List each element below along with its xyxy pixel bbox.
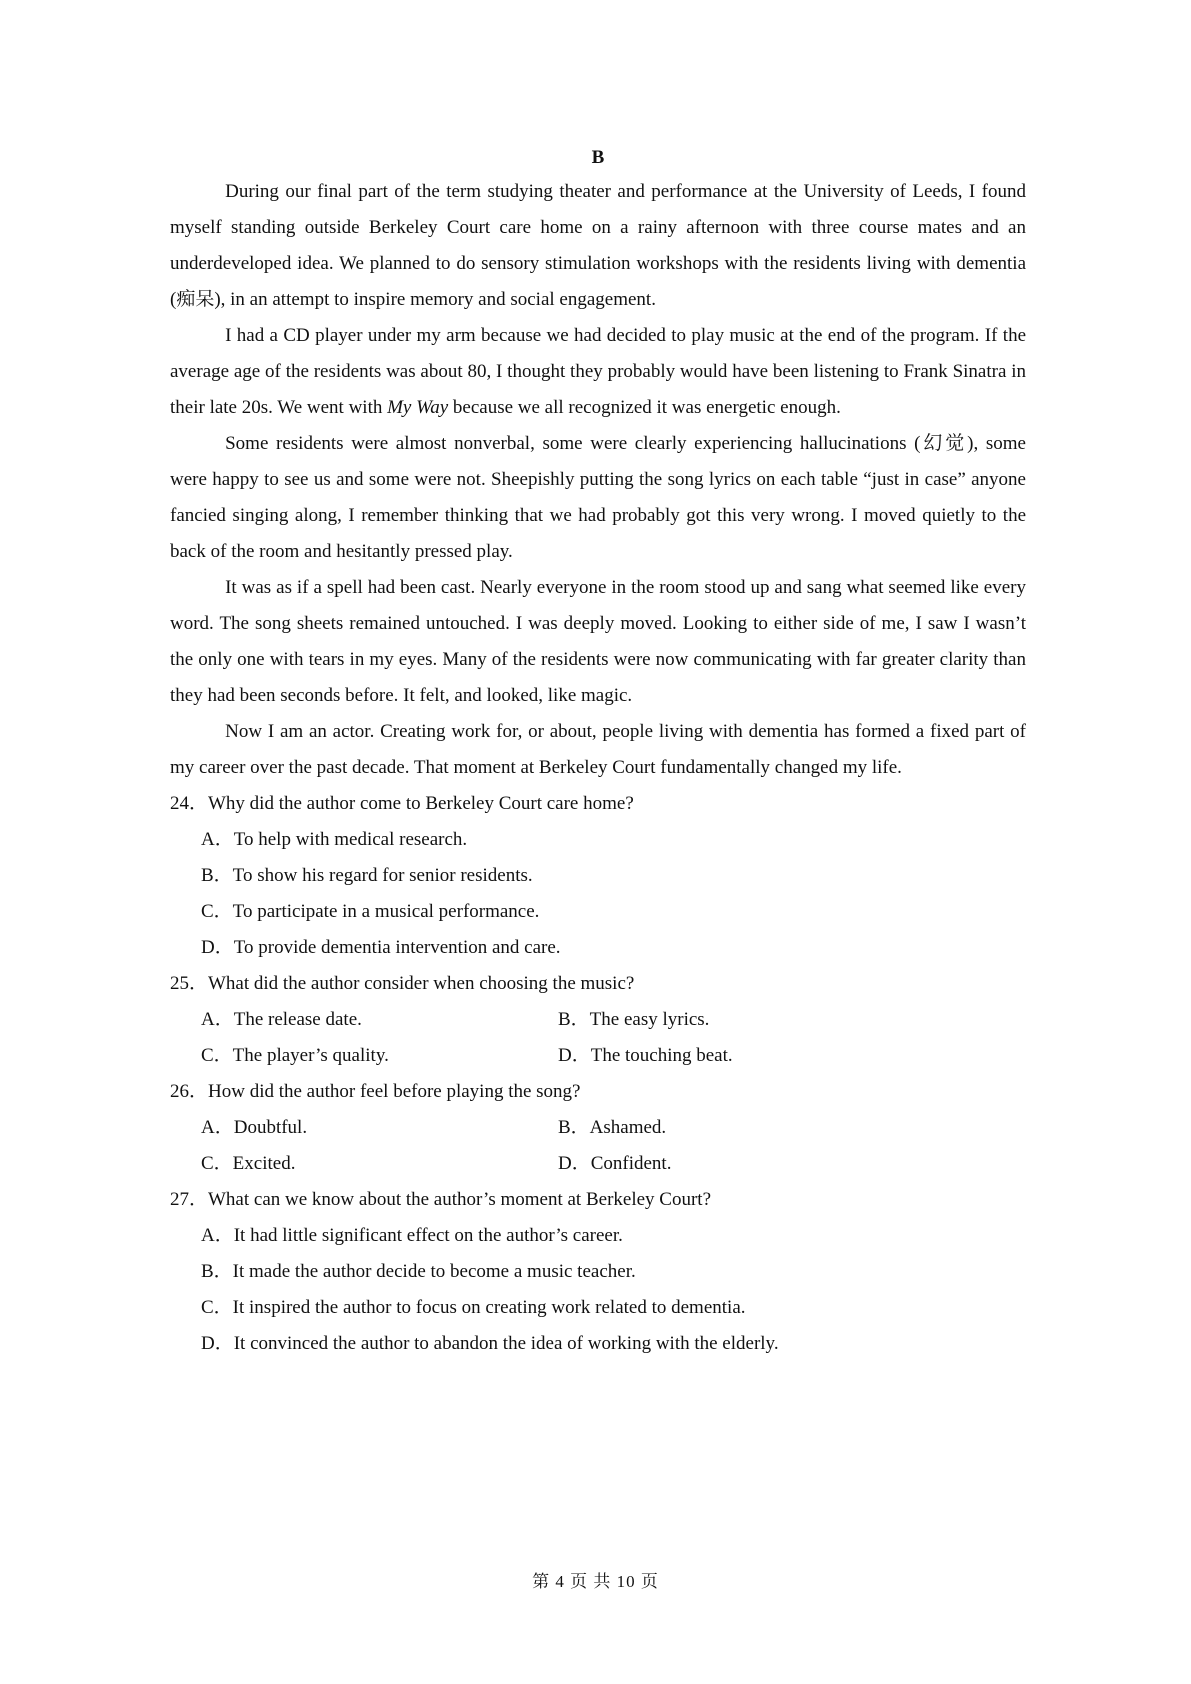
page-content (170, 144, 1026, 1362)
question-25-options-row-1 (170, 1002, 1026, 1038)
question-24-option-b: B．To show his regard for senior residents. (201, 865, 533, 886)
passage-paragraph-3: Some residents were almost nonverbal, some were clearly experiencing hallucinations (幻觉), some were happy to see us and some were not. Sheepishly putting the song lyrics on each table “just in case” anyone fancied singing along, I remember thinking that we had probably got this very wrong. I moved quietly to the back of the room and hesitantly pressed play. (170, 433, 1026, 562)
question-27-option-c: C．It inspired the author to focus on creating work related to dementia. (201, 1297, 746, 1318)
passage-paragraph-4: It was as if a spell had been cast. Nearly everyone in the room stood up and sang what seemed like every word. The song sheets remained untouched. I was deeply moved. Looking to either side of me, I saw I wasn’t the only one with tears in my eyes. Many of the residents were now communicating with far greater clarity than they had been seconds before. It felt, and looked, like magic. (170, 577, 1026, 706)
question-24: 24．Why did the author come to Berkeley Court care home? (170, 793, 634, 814)
question-24-option-c: C．To participate in a musical performance. (201, 901, 540, 922)
passage-paragraph-2-start: I had a CD player under my arm because we had decided to play music at the end of the program. If the average age of the residents was about 80, I thought they probably would have been listening to Frank Sinatra in their late 20s. We went with (170, 325, 1026, 418)
question-26: 26．How did the author feel before playing the song? (170, 1081, 581, 1102)
question-26-option-c: C．Excited. (201, 1153, 296, 1174)
question-27-option-b: B．It made the author decide to become a music teacher. (201, 1261, 636, 1282)
question-26-option-d: D．Confident. (558, 1153, 672, 1174)
section-label: B (591, 147, 605, 168)
question-24-option-a: A．To help with medical research. (201, 829, 468, 850)
question-26-options-row-2 (170, 1146, 1026, 1182)
question-25-options-row-2 (170, 1038, 1026, 1074)
passage-paragraph-2-end: because we all recognized it was energetic enough. (448, 397, 841, 418)
question-24-options (170, 822, 1026, 966)
question-25-option-b: B．The easy lyrics. (558, 1009, 710, 1030)
question-25: 25．What did the author consider when choosing the music? (170, 973, 635, 994)
song-title: My Way (387, 397, 449, 418)
question-27-option-d: D．It convinced the author to abandon the idea of working with the elderly. (201, 1333, 779, 1354)
question-25-option-a: A．The release date. (201, 1009, 362, 1030)
page-number-footer: 第 4 页 共 10 页 (532, 1572, 659, 1591)
question-25-option-d: D．The touching beat. (558, 1045, 733, 1066)
passage-paragraph-5: Now I am an actor. Creating work for, or about, people living with dementia has formed a fixed part of my career over the past decade. That moment at Berkeley Court fundamentally changed my life. (170, 721, 1026, 778)
question-25-option-c: C．The player’s quality. (201, 1045, 389, 1066)
question-24-option-d: D．To provide dementia intervention and care. (201, 937, 561, 958)
passage-paragraph-1: During our final part of the term studying theater and performance at the University of Leeds, I found myself standing outside Berkeley Court care home on a rainy afternoon with three course mates and an underdeveloped idea. We planned to do sensory stimulation workshops with the residents living with dementia (痴呆), in an attempt to inspire memory and social engagement. (170, 181, 1026, 310)
question-27-options (170, 1218, 1026, 1362)
question-26-options-row-1 (170, 1110, 1026, 1146)
question-26-option-a: A．Doubtful. (201, 1117, 308, 1138)
question-27: 27．What can we know about the author’s moment at Berkeley Court? (170, 1189, 711, 1210)
passage-paragraph-2 (170, 318, 1026, 426)
question-26-option-b: B．Ashamed. (558, 1117, 667, 1138)
question-27-option-a: A．It had little significant effect on the author’s career. (201, 1225, 623, 1246)
